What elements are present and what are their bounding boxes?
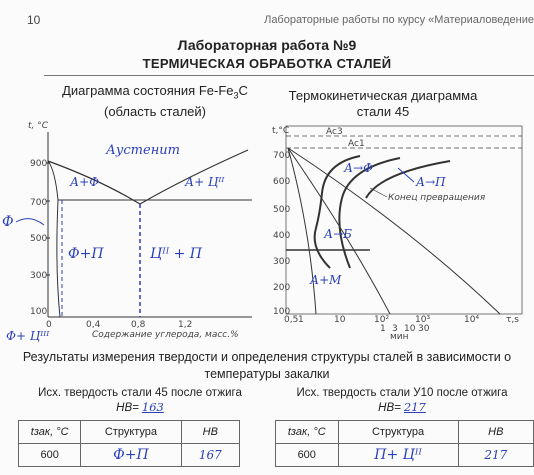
- cct-y-tick: 300: [273, 257, 291, 267]
- title-rule: [44, 75, 534, 76]
- cct-x-tick: 10³: [415, 315, 431, 325]
- results-heading: [0, 349, 534, 383]
- results-line1: Результаты измерения твердости и определения структуры сталей в зависимости о: [22, 350, 512, 364]
- label-f-p: Ф+П: [68, 246, 104, 262]
- table-header-row: [276, 421, 534, 444]
- gp-line: [48, 161, 58, 200]
- cell-hb: 217: [458, 444, 533, 467]
- cct-y-tick: 500: [273, 205, 291, 215]
- left-results-table: [18, 420, 240, 467]
- ac3-label: Ac3: [326, 127, 343, 137]
- cell-structure: П+ Цᴵᴵ: [338, 444, 458, 467]
- label-a-f: А+Ф: [70, 175, 100, 189]
- left-y-tick: 100: [30, 307, 48, 317]
- cct-x-unit: мин: [390, 332, 409, 342]
- left-hb-value: 163: [141, 400, 164, 414]
- col-header-structure: Структура: [81, 421, 181, 444]
- cct-x-tick: 10: [334, 315, 346, 325]
- cct-x-tick2: 30: [418, 324, 430, 334]
- cct-x-tick2: 1: [380, 324, 386, 334]
- left-title-sub: 3: [233, 90, 239, 101]
- right-hb-value: 217: [403, 400, 426, 414]
- lab-subject: ТЕРМИЧЕСКАЯ ОБРАБОТКА СТАЛЕЙ: [142, 56, 392, 71]
- cell-temp: 600: [276, 444, 339, 467]
- cct-y-ticks: [273, 151, 290, 317]
- lab-title: Лабораторная работа №9: [177, 37, 357, 53]
- cell-temp: 600: [19, 444, 81, 467]
- cct-y-tick: 700: [273, 151, 291, 161]
- page-number: 10: [27, 13, 41, 27]
- table-row: [19, 444, 240, 467]
- left-y-ticks: [30, 159, 50, 317]
- cooling-curve: [288, 148, 316, 314]
- col-header-hb: HB: [181, 421, 239, 444]
- left-x-ticks: [46, 320, 192, 330]
- left-title-c: C: [238, 83, 248, 98]
- left-y-tick: 500: [30, 234, 48, 244]
- table-header-row: [19, 421, 240, 444]
- cell-structure: Ф+П: [81, 444, 181, 467]
- left-y-tick: 900: [30, 159, 48, 169]
- cct-y-label: t,°C: [272, 126, 290, 136]
- cct-x-tick: 0,5: [284, 315, 299, 325]
- cct-x-ticks: [284, 315, 519, 342]
- left-x-caption: Содержание углерода, масс.%: [92, 330, 239, 340]
- left-table-caption: [20, 386, 260, 415]
- ferrite-arrow: [16, 219, 44, 225]
- label-a-c2: А+ Цᴵᴵ: [185, 175, 225, 189]
- label-a-m: А+М: [310, 273, 342, 287]
- annotation-leader: [370, 188, 387, 197]
- right-hb-label: HB=: [378, 402, 401, 414]
- cct-y-tick: 200: [273, 283, 291, 293]
- cct-x-tick: 10²: [374, 315, 390, 325]
- col-header-hb: HB: [458, 421, 533, 444]
- cct-y-tick: 600: [273, 177, 291, 187]
- label-a-to-f: А→Ф: [344, 161, 374, 175]
- left-y-tick: 300: [30, 271, 48, 281]
- left-x-tick: 0,4: [86, 320, 101, 330]
- right-title-line1: Термокинетическая диаграмма: [288, 88, 478, 103]
- label-c2-p: Цᴵᴵ + П: [150, 246, 203, 262]
- left-caption-line1: Исх. твердость стали 45 после отжига: [38, 387, 242, 399]
- left-hb-label: HB=: [116, 402, 139, 414]
- pq-line: [57, 200, 60, 317]
- cct-y-tick: 400: [273, 231, 291, 241]
- right-title-line2: стали 45: [356, 104, 410, 119]
- right-table-caption: [270, 386, 534, 415]
- results-line2: температуры закалки: [204, 367, 330, 381]
- cct-y-tick: 100: [273, 307, 291, 317]
- left-x-tick: 0,8: [131, 320, 146, 330]
- left-x-tick: 0: [46, 320, 52, 330]
- label-a-to-p: А→П: [416, 175, 446, 189]
- left-title-line2: (область сталей): [103, 103, 207, 119]
- left-y-axis-label: t, °C: [28, 121, 49, 131]
- label-austenite: Аустенит: [106, 143, 180, 158]
- cct-diagram: [270, 118, 534, 350]
- col-header-temp: tзак, °C: [19, 421, 81, 444]
- phase-diagram: [0, 118, 270, 350]
- left-diagram-title: [40, 83, 270, 120]
- cooling-curve: [288, 148, 500, 314]
- right-caption-line1: Исх. твердость стали У10 после отжига: [296, 387, 508, 399]
- label-f-c3: Ф+ Цᴵᴵᴵ: [6, 329, 50, 343]
- right-diagram-title: [278, 88, 488, 120]
- col-header-structure: Структура: [338, 421, 458, 444]
- annotation-text: Конец превращения: [388, 193, 486, 203]
- label-f: Ф: [2, 214, 14, 230]
- left-title-line1: Диаграмма состояния Fe-Fe: [62, 83, 234, 98]
- col-header-temp: tзак, °C: [276, 421, 339, 444]
- cell-hb: 167: [181, 444, 239, 467]
- cct-x-tick: τ,s: [506, 315, 519, 325]
- left-y-tick: 700: [30, 198, 48, 208]
- cct-x-tick: 10⁴: [464, 315, 480, 325]
- table-row: [276, 444, 534, 467]
- cct-x-tick2: 3: [392, 324, 398, 334]
- running-title: Лабораторные работы по курсу «Материаловедение: [264, 14, 534, 26]
- right-results-table: [275, 420, 534, 467]
- ac1-label: Ac1: [348, 139, 365, 149]
- left-x-tick: 1,2: [178, 320, 193, 330]
- label-a-to-b: А→Б: [324, 227, 352, 241]
- cct-x-tick2: 10: [404, 324, 416, 334]
- cct-x-tick: 1: [298, 315, 304, 325]
